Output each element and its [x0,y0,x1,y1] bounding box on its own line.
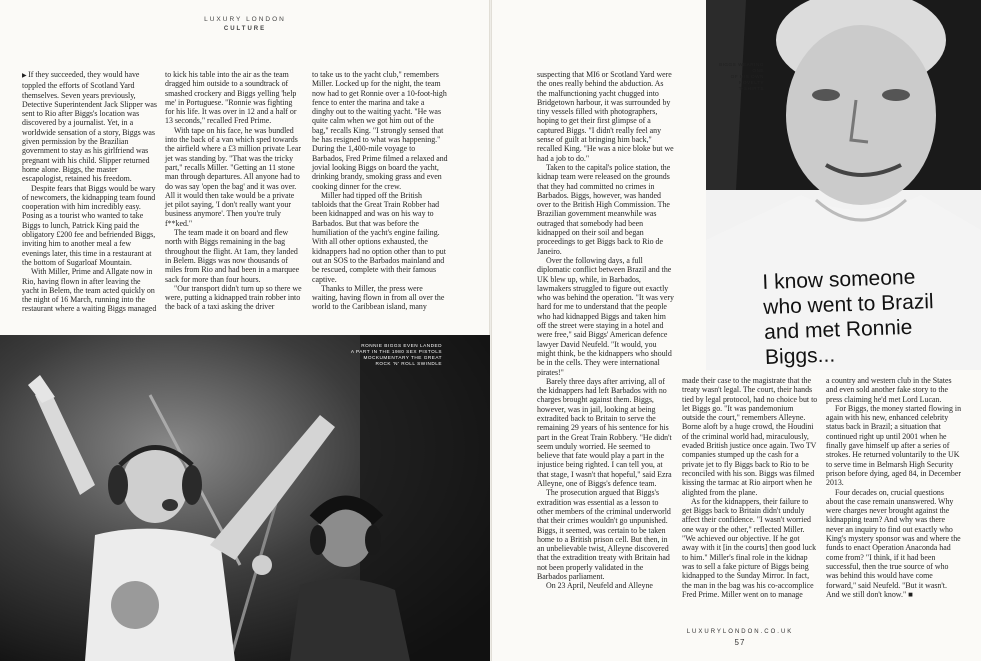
paragraph: Thanks to Miller, the press were waiting, having flown in from all over the world to the Caribbean island, many [312,283,445,312]
paragraph: On 23 April, Neufeld and Alleyne [546,581,653,591]
studio-photo [0,335,490,661]
paragraph: With Miller, Prime and Allgate now in Rio, having flown in after leaving the yacht in Belem, the team acted quickly on the night of 16 March, running into the restaurant where a waiting Biggs managed [22,267,157,314]
paragraph: Despite fears that Biggs would be wary of newcomers, the kidnapping team found cooperation with him incredibly easy. Posing as a tourist who wanted to take Biggs to lunch, Patrick King paid the obligatory £200 fee and befriended Biggs, inviting him to another meal a few evenings later, this time in a restaurant at the bottom of Sugarloaf Mountain. [22,183,156,267]
column-right-1 [537,70,674,591]
studio-photo-image [0,335,490,661]
paragraph: "Our transport didn't turn up so there we were, putting a kidnapped train robber into the back of a taxi asking the driver [165,283,302,312]
column-left-1 [22,70,159,314]
column-left-3 [312,70,448,312]
paragraph: The prosecution argued that Biggs's extradition was essential as a lesson to other members of the criminal underworld that their crimes wouldn't go unpunished. Biggs, it seemed, was certain to be taken home to a British prison cell. But then, in an unbelievable twist, Alleyne discovered that the extradition treaty with Britain had not been properly validated in the Barbados parliament. [537,488,671,582]
paragraph: Taken to the capital's police station, the kidnap team were released on the grounds that they had committed no crimes in Barbados. Biggs, however, was handed over to the British High Commission. The Brazilian government meanwhile was outraged that somebody had been kidnapped on their soil and began proceedings to get Biggs back to Rio de Janeiro. [537,162,671,256]
paragraph: For Biggs, the money started flowing in again with his new, enhanced celebrity status back in Brazil; a situation that continued right up until 2001 when he finally gave himself up after a series of strokes. He returned voluntarily to the UK to serve time in Belmarsh High Security prison before dying, aged 84, in December 2013. [826,403,962,488]
continued-arrow-icon: ▶ [22,73,29,79]
paragraph: Miller had tipped off the British tabloids that the Great Train Robber had been kidnapped and was on his way to Barbados. But that was before the humiliation of the yacht's engine failing. With all other options exhausted, the kidnappers had no option other than to put out an SOS to the Barbados mainland and be rescued, complete with their famous captive. [312,190,446,284]
studio-caption: RONNIE BIGGS EVEN LANDED A PART IN THE 1980 SEX PISTOLS MOCKUMENTARY THE GREAT ROCK 'N' ROLL SWINDLE [350,343,442,366]
column-right-3 [826,376,962,599]
footer-url[interactable]: LUXURYLONDON.CO.UK [686,629,794,635]
page-header [0,16,490,32]
paragraph: Over the following days, a full diplomatic conflict between Brazil and the UK blew up, while, in Barbados, lawmakers struggled to figure out exactly who was behind the operation. "It was very hard for me to understand that the people who had kidnapped Biggs and taken him off the street were staying in a hotel and were free," said Biggs' American defence lawyer David Neufeld. "It would, you might think, be the kidnappers who should be in the cells. They were international pirates!" [537,255,674,377]
section-label: CULTURE [223,26,267,32]
portrait-caption: BIGGS WEARING ONE OF HIS OWN NOVELTY T-SHIRTS [718,62,764,91]
paragraph: ▶ If they succeeded, they would have toppled the efforts of Scotland Yard themselves. Seven years previously, Detective Superintendent Jack Slipper was sent to Rio after Biggs's location was discovered by a journalist. Yet, in a worldwide sensation of a story, Biggs was given permission by the Brazilian government to stay as his girlfriend was pregnant with his child. Slipper returned home alone. Biggs, the master escapologist, retained his freedom. [22,70,157,184]
paragraph: a country and western club in the States and even sold another fake story to the press claiming he'd met Lord Lucan. [826,376,952,404]
column-left-2 [165,70,302,312]
paragraph: Four decades on, crucial questions about the case remain unanswered. Why were charges never brought against the kidnapping team? And why was there never an inquiry to find out exactly who King's mystery sponsor was and where the funds to enact Operation Anaconda had come from? "I think, if it had been successful, then the true source of who was behind this would have come forward," said Neufeld. "But it wasn't. And we still don't know." ■ [826,487,961,599]
tshirt-slogan: I know someone who went to Brazil and met Ronnie Biggs... [762,265,935,369]
paragraph: to take us to the yacht club," remembers Miller. Locked up for the night, the team now had to get Ronnie over a 10-foot-high fence to enter the marina and take a dinghy out to the waiting yacht. "He was quite calm when we got him out of the bag," recalls King. "I strongly sensed that he has resigned to what was happening." During the 1,400-mile voyage to Barbados, Fred Prime filmed a relaxed and jovial looking Biggs on board the yacht, drinking brandy, smoking grass and even cooking dinner for the crew. [312,70,448,191]
paragraph: With tape on his face, he was bundled into the back of a van which sped towards the airfield where a £3 million private Lear jet was standing by. "That was the tricky part," recalls Miller. "Getting an 11 stone man through departures. All anyone had to do was say 'open the bag' and it was over. All it would then take would be a private jet pilot saying, 'I don't really want your business anymore'. Then you're truly f**ked." [165,125,302,228]
brand-label: LUXURY LONDON [204,16,286,23]
paragraph: suspecting that MI6 or Scotland Yard were the ones really behind the abduction. As the malfunctioning yacht chugged into Bridgetown harbour, it was surrounded by tiny vessels filled with photographers, hoping to get their first glimpse of a captured Biggs. "I didn't really feel any sense of guilt at bringing him back," recalled King. "He was a nice bloke but we had a job to do." [537,70,674,163]
paragraph: Barely three days after arriving, all of the kidnappers had left Barbados with no charges brought against them. Biggs, however, was in jail, looking at being extradited back to Britain to serve the remaining 29 years of his sentence for his part in the Great Train Robbery. "He didn't seem unduly worried. He seemed to believe that fate would play a part in the injustice being righted. I can tell you, at that stage, I wasn't that hopeful," said Ezra Alleyne, one of Biggs's defence team. [537,376,672,489]
paragraph: The team made it on board and flew north with Biggs remaining in the bag throughout the flight. At 1am, they landed in Belem. Biggs was now thousands of miles from Rio and had been in a marquee sack for more than four hours. [165,228,300,284]
page-footer [640,629,840,647]
paragraph: made their case to the magistrate that the treaty wasn't legal. The court, their hands tied by legal protocol, had no choice but to let Biggs go. "It was pandemonium outside the court," remembers Alleyne. Borne aloft by a huge crowd, the Houdini of the criminal world had, miraculously, evaded British justice once again. Two TV companies stumped up the cash for a private jet to fly Biggs back to Rio to be reconciled with his son. Biggs was filmed kissing the tarmac at Rio airport when he alighted from the plane. [682,376,818,497]
paragraph: As for the kidnappers, their failure to get Biggs back to Britain didn't unduly affect their confidence. "I wasn't worried one way or the other," reflected Miller. "We achieved our objective. If he got away with it [in the courts] then good luck to him." Miller's final role in the kidnap was to sell a fake picture of Biggs being kidnapped to the Sunday Mirror. In fact, the man in the bag was his co-accomplice Fred Prime. Miller went on to manage [682,496,817,599]
page-number: 57 [734,638,746,647]
column-right-2 [682,376,818,599]
paragraph: to kick his table into the air as the team dragged him outside to a soundtrack of smashed crockery and Biggs yelling 'help me' in Portuguese. "Ronnie was fighting for his life. It was over in 12 and a half or 13 seconds," recalled Fred Prime. [165,70,297,126]
